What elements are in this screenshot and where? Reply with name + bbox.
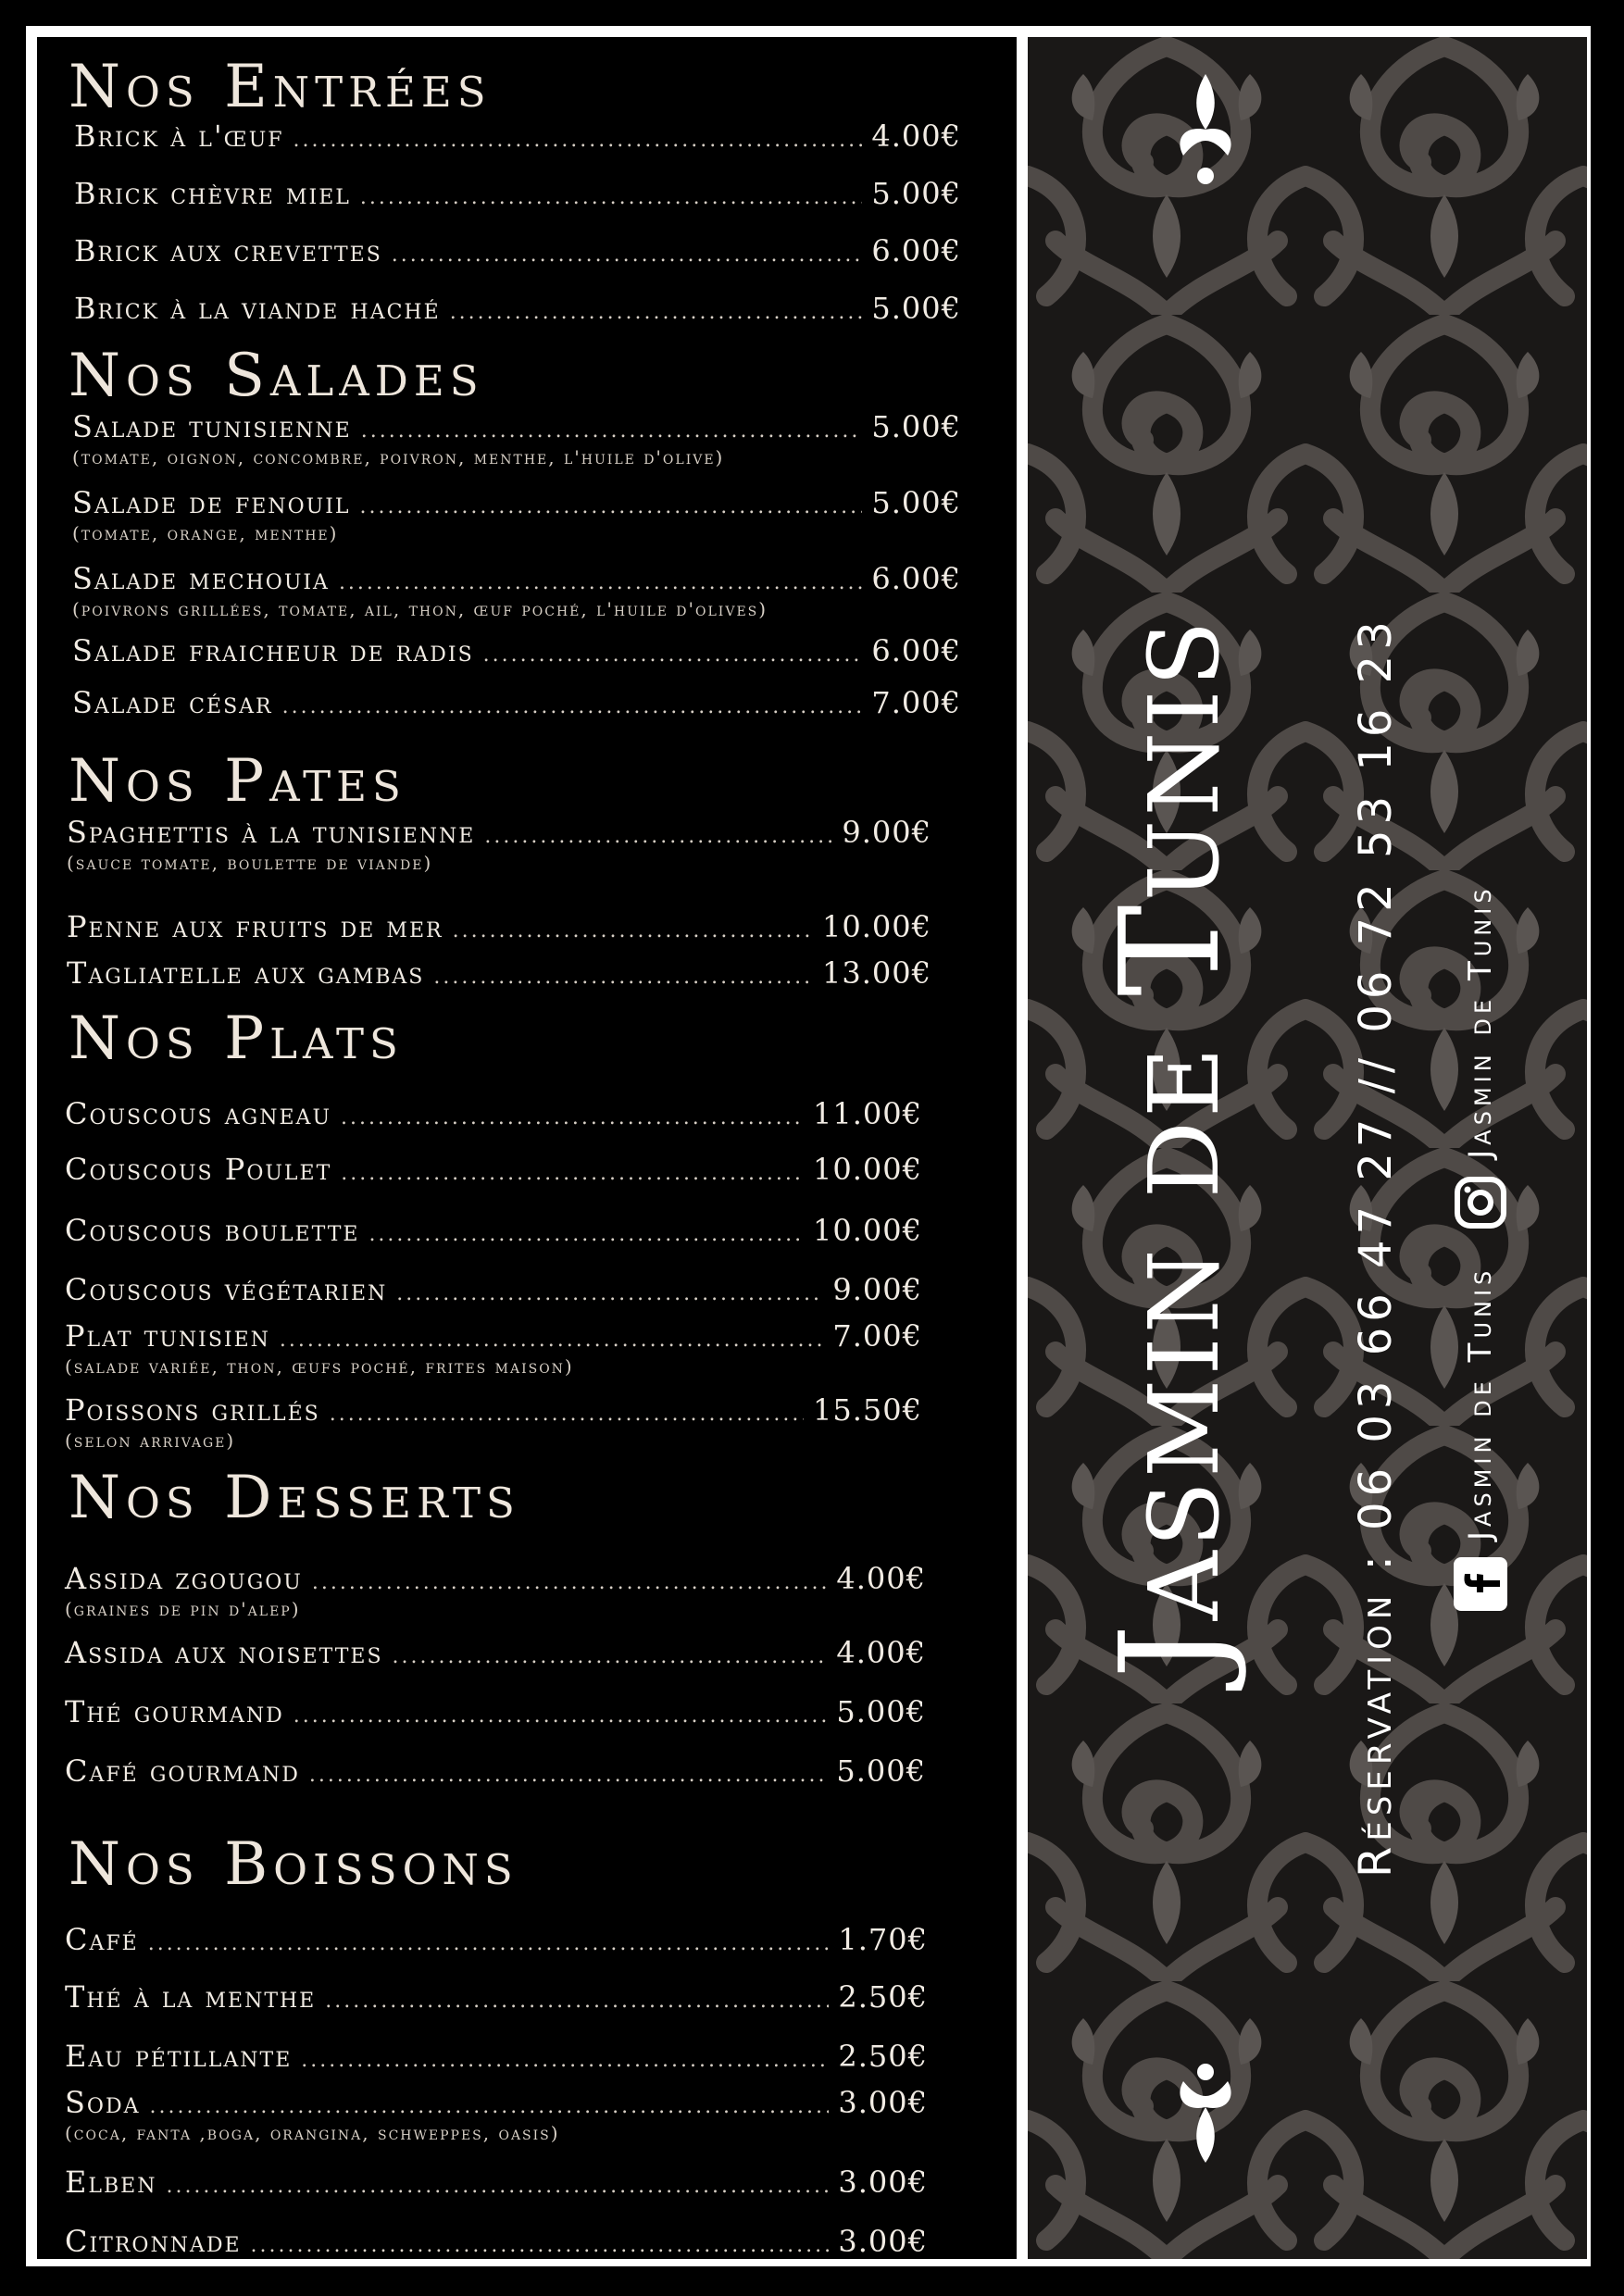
menu-item (74, 119, 961, 156)
section-title-pates: Nos Pates (69, 747, 406, 816)
item-name: Brick à la viande haché (74, 291, 441, 326)
item-price: 3.00€ (838, 2224, 928, 2259)
facebook-icon[interactable] (1454, 1557, 1507, 1611)
section-title-plats: Nos Plats (69, 1004, 404, 1073)
dot-leader (453, 919, 813, 942)
restaurant-name: Jasmin de Tunis (1091, 617, 1250, 1679)
item-price: 5.00€ (871, 485, 961, 520)
item-price: 13.00€ (822, 955, 931, 991)
item-price: 6.00€ (871, 233, 961, 268)
item-name: Brick à l'œuf (74, 119, 284, 154)
item-name: Penne aux fruits de mer (67, 909, 443, 944)
item-name: Spaghettis à la tunisienne (67, 815, 476, 850)
dot-leader (282, 695, 863, 718)
menu-item (65, 1635, 926, 1672)
dot-leader (339, 571, 862, 594)
dot-leader (301, 2049, 829, 2072)
item-name: Assida aux noisettes (65, 1635, 383, 1670)
menu-list-panel (37, 37, 1017, 2259)
item-name: Café (65, 1922, 139, 1957)
menu-item (72, 561, 961, 620)
dot-leader (325, 1990, 829, 2013)
reservation-phone: Réservation : 06 03 66 47 27 // 06 72 53 16 23 (1350, 616, 1402, 1878)
item-name: Salade de fenouil (72, 485, 351, 520)
menu-item (65, 2085, 928, 2144)
item-price: 9.00€ (842, 815, 931, 850)
dot-leader (309, 1764, 828, 1787)
menu-item (65, 1213, 922, 1250)
dot-leader (330, 1403, 804, 1426)
section-title-salades: Nos Salades (69, 342, 484, 410)
dot-leader (148, 1932, 830, 1955)
dot-leader (294, 129, 863, 152)
menu-item (65, 1753, 926, 1791)
dot-leader (294, 1704, 828, 1728)
item-price: 7.00€ (832, 1318, 922, 1354)
item-price: 3.00€ (838, 2165, 928, 2200)
item-price: 2.50€ (838, 1979, 928, 2015)
item-price: 4.00€ (871, 119, 961, 154)
item-name: Salade mechouia (72, 561, 330, 596)
menu-item (74, 233, 961, 270)
dot-leader (360, 495, 863, 518)
menu-item (72, 685, 961, 722)
dot-leader (483, 643, 863, 667)
menu-item (65, 1272, 922, 1309)
item-description: (sauce tomate, boulette de viande) (67, 852, 433, 874)
item-name: Couscous végétarien (65, 1272, 388, 1307)
item-name: Eau pétillante (65, 2039, 293, 2074)
item-price: 5.00€ (836, 1753, 926, 1789)
item-price: 10.00€ (813, 1213, 922, 1248)
item-price: 4.00€ (836, 1561, 926, 1596)
social-links (1454, 593, 1507, 1611)
item-price: 2.50€ (838, 2039, 928, 2074)
item-price: 1.70€ (838, 1922, 928, 1957)
item-name: Poissons grillés (65, 1392, 320, 1428)
item-price: 7.00€ (871, 685, 961, 720)
dot-leader (149, 2095, 829, 2118)
menu-item (74, 291, 961, 328)
item-name: Salade tunisienne (72, 409, 352, 444)
item-price: 5.00€ (871, 291, 961, 326)
dot-leader (393, 1645, 828, 1668)
item-name: Brick aux crevettes (74, 233, 382, 268)
menu-item (65, 2165, 928, 2202)
dot-leader (396, 1282, 823, 1305)
item-name: Plat tunisien (65, 1318, 270, 1354)
item-name: Thé à la menthe (65, 1979, 317, 2015)
item-price: 5.00€ (871, 176, 961, 211)
menu-item (65, 1318, 922, 1378)
item-description: (graines de pin d'alep) (65, 1598, 301, 1620)
item-description: (selon arrivage) (65, 1429, 236, 1452)
item-price: 9.00€ (832, 1272, 922, 1307)
item-name: Brick chèvre miel (74, 176, 351, 211)
item-description: (poivrons grillées, tomate, ail, thon, œuf poché, l'huile d'olives) (72, 598, 768, 620)
menu-item (72, 485, 961, 544)
dot-leader (166, 2175, 829, 2198)
menu-item (67, 909, 931, 946)
dot-leader (251, 2234, 830, 2257)
item-name: Couscous Poulet (65, 1152, 332, 1187)
facebook-label[interactable]: Jasmin de Tunis (1462, 1266, 1499, 1541)
menu-item (72, 409, 961, 468)
section-title-boissons: Nos Boissons (69, 1830, 518, 1899)
item-price: 4.00€ (836, 1635, 926, 1670)
dot-leader (392, 243, 863, 267)
menu-item (65, 1561, 926, 1620)
dot-leader (341, 1162, 804, 1185)
menu-item (65, 1694, 926, 1731)
item-price: 6.00€ (871, 561, 961, 596)
item-price: 5.00€ (871, 409, 961, 444)
instagram-icon[interactable] (1454, 1176, 1507, 1229)
dot-leader (280, 1329, 823, 1352)
menu-item (67, 955, 931, 992)
menu-item (65, 1096, 922, 1133)
dot-leader (433, 966, 813, 989)
item-price: 3.00€ (838, 2085, 928, 2120)
section-title-desserts: Nos Desserts (69, 1464, 520, 1532)
item-name: Elben (65, 2165, 157, 2200)
menu-item (74, 176, 961, 213)
section-title-entrees: Nos Entrées (69, 53, 492, 121)
item-name: Café gourmand (65, 1753, 300, 1789)
menu-item (67, 815, 931, 874)
item-price: 10.00€ (813, 1152, 922, 1187)
item-description: (coca, fanta ,boga, orangina, schweppes, oasis) (65, 2122, 560, 2144)
dot-leader (361, 419, 863, 443)
menu-item (65, 1922, 928, 1959)
item-description: (salade variée, thon, œufs poché, frites maison) (65, 1355, 574, 1378)
dot-leader (484, 825, 832, 848)
item-price: 6.00€ (871, 633, 961, 668)
dot-leader (369, 1223, 804, 1246)
item-price: 5.00€ (836, 1694, 926, 1729)
menu-item (72, 633, 961, 670)
dot-leader (450, 301, 863, 324)
item-price: 15.50€ (813, 1392, 922, 1428)
dot-leader (341, 1106, 804, 1129)
item-name: Couscous boulette (65, 1213, 360, 1248)
item-price: 10.00€ (822, 909, 931, 944)
item-name: Soda (65, 2085, 141, 2120)
menu-item (65, 2224, 928, 2259)
item-price: 11.00€ (813, 1096, 922, 1131)
item-name: Salade fraicheur de radis (72, 633, 474, 668)
item-name: Couscous agneau (65, 1096, 331, 1131)
instagram-label[interactable]: Jasmin de Tunis (1462, 884, 1499, 1159)
menu-item (65, 1979, 928, 2016)
dot-leader (360, 186, 863, 209)
item-description: (tomate, orange, menthe) (72, 522, 339, 544)
item-name: Tagliatelle aux gambas (67, 955, 425, 991)
item-name: Salade césar (72, 685, 273, 720)
item-description: (tomate, oignon, concombre, poivron, menthe, l'huile d'olive) (72, 446, 725, 468)
menu-item (65, 1152, 922, 1189)
panel-divider (1017, 37, 1028, 2259)
menu-item (65, 2039, 928, 2076)
item-name: Assida zgougou (65, 1561, 303, 1596)
item-name: Citronnade (65, 2224, 242, 2259)
menu-item (65, 1392, 922, 1452)
item-name: Thé gourmand (65, 1694, 284, 1729)
dot-leader (312, 1571, 828, 1594)
